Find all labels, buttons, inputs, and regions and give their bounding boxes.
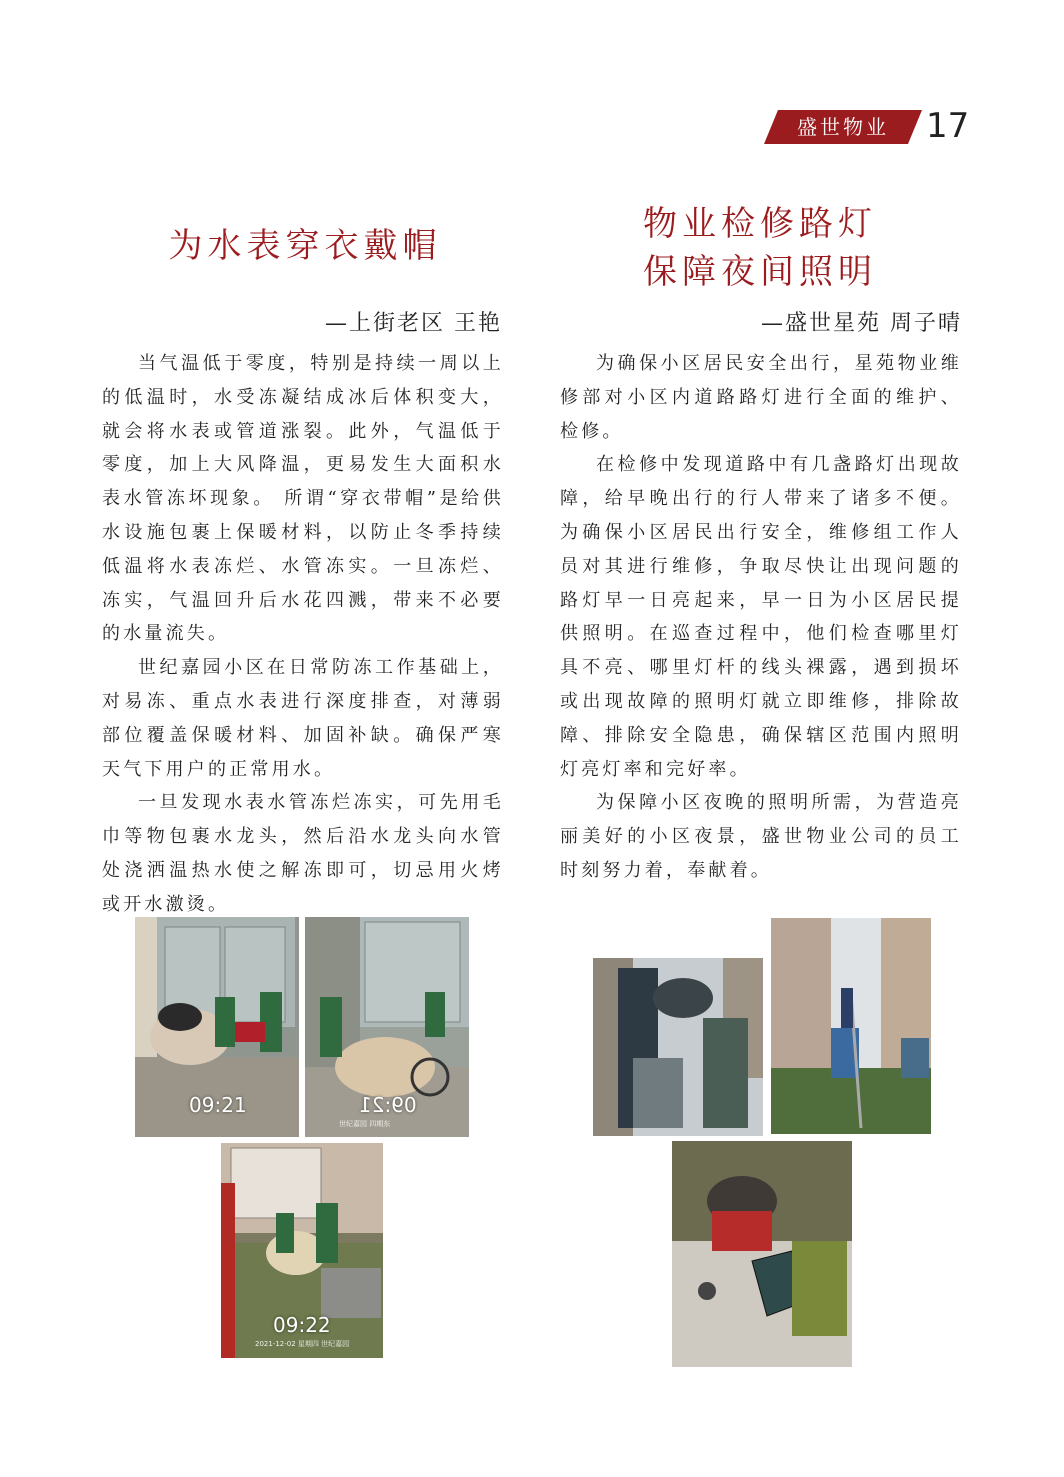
photo-workers-wrapping-meters-2 bbox=[305, 917, 469, 1137]
right-title-line-1: 物业检修路灯 bbox=[643, 204, 877, 244]
photo-workers-wrapping-meters-3 bbox=[221, 1143, 383, 1358]
right-article-byline: —盛世星苑 周子晴 bbox=[761, 311, 962, 336]
left-paragraph-2: 世纪嘉园小区在日常防冻工作基础上，对易冻、重点水表进行深度排查，对薄弱部位覆盖保暖材料、加固补缺。确保严寒天气下用户的正常用水。 bbox=[102, 657, 504, 780]
right-title-line-2: 保障夜间照明 bbox=[643, 252, 877, 292]
left-article-byline: —上街老区 王艳 bbox=[325, 311, 502, 336]
photo-repairing-street-lamp-2 bbox=[771, 918, 931, 1134]
right-article-body bbox=[560, 347, 962, 888]
left-paragraph-1: 当气温低于零度，特别是持续一周以上的低温时，水受冻凝结成冰后体积变大，就会将水表或管道涨裂。此外，气温低于零度，加上大风降温，更易发生大面积水表水管冻坏现象。 所谓“穿衣带帽”是给供水设施包裹上保暖材料，以防止冬季持续低温将水表冻烂、水管冻实。一旦冻烂、冻实，气温回升后水花四溅，带来不必要的水量流失。 bbox=[102, 353, 504, 645]
photo-2-timestamp: 09:21 bbox=[359, 1093, 417, 1117]
photo-repairing-street-lamp-1 bbox=[593, 958, 763, 1136]
magazine-section-title: 盛世物业 bbox=[797, 115, 889, 139]
right-article-title bbox=[560, 200, 960, 296]
left-article-title: 为水表穿衣戴帽 bbox=[168, 226, 442, 266]
photo-3-timestamp: 09:22 bbox=[273, 1313, 331, 1337]
right-paragraph-1: 为确保小区居民安全出行，星苑物业维修部对小区内道路路灯进行全面的维护、检修。 bbox=[560, 353, 962, 442]
photo-3-caption: 2021-12-02 星期四 世纪嘉园 bbox=[255, 1340, 350, 1348]
left-article-body bbox=[102, 347, 504, 922]
photo-repairing-lamp-wiring bbox=[672, 1141, 852, 1367]
right-paragraph-3: 为保障小区夜晚的照明所需，为营造亮丽美好的小区夜景，盛世物业公司的员工时刻努力着，奉献着。 bbox=[560, 792, 962, 881]
photo-2-caption: 世纪嘉园 四期东 bbox=[339, 1120, 391, 1128]
left-paragraph-3: 一旦发现水表水管冻烂冻实，可先用毛巾等物包裹水龙头，然后沿水龙头向水管处浇洒温热水使之解冻即可，切忌用火烤或开水激烫。 bbox=[102, 792, 504, 915]
page-number: 17 bbox=[926, 106, 970, 146]
right-paragraph-2: 在检修中发现道路中有几盏路灯出现故障，给早晚出行的行人带来了诸多不便。为确保小区居民出行安全，维修组工作人员对其进行维修，争取尽快让出现问题的路灯早一日亮起来，早一日为小区居民提供照明。在巡查过程中，他们检查哪里灯具不亮、哪里灯杆的线头裸露，遇到损坏或出现故障的照明灯就立即维修，排除故障、排除安全隐患，确保辖区范围内照明灯亮灯率和完好率。 bbox=[560, 454, 962, 780]
photo-workers-wrapping-meters-1 bbox=[135, 917, 299, 1137]
photo-1-timestamp: 09:21 bbox=[189, 1093, 247, 1117]
